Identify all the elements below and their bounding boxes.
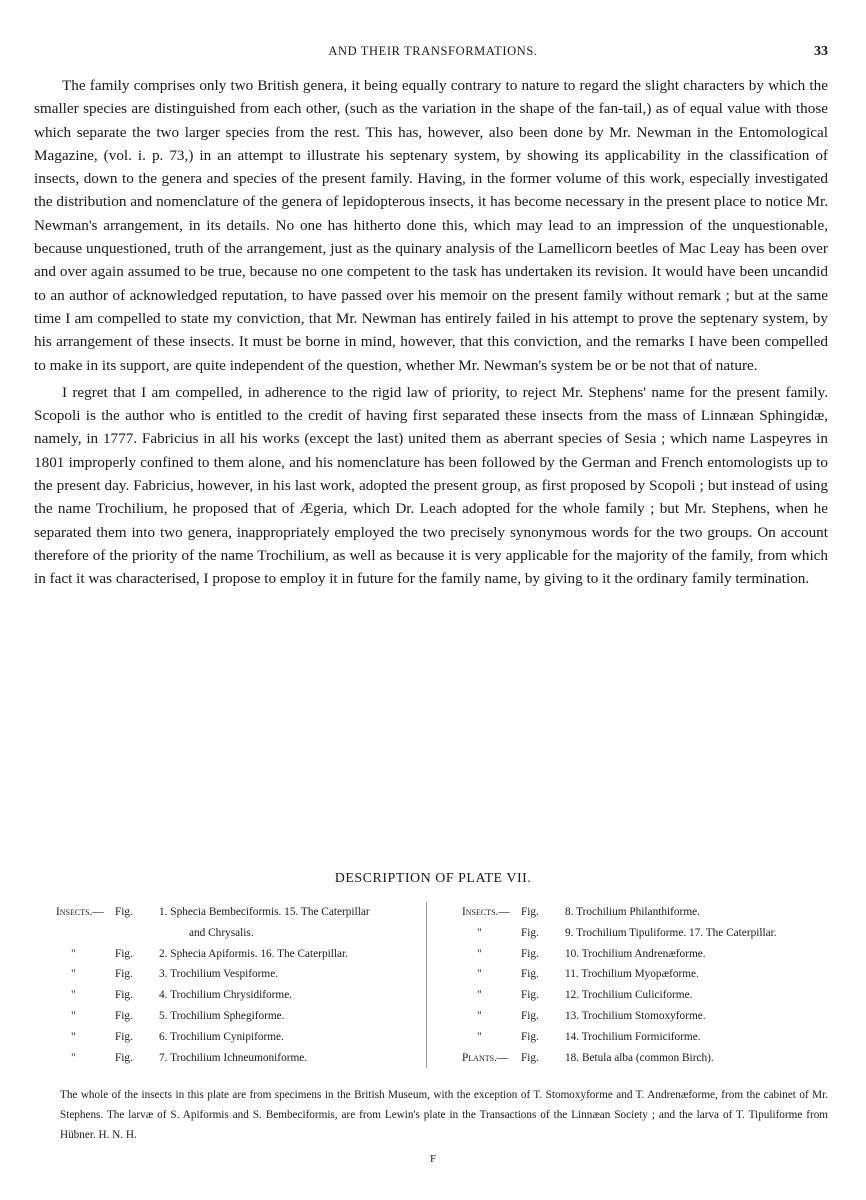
plate-entry — [56, 902, 426, 923]
entry-fig: Fig. — [521, 926, 539, 939]
entry-desc: 4. Trochilium Chrysidiforme. — [159, 989, 293, 1002]
running-head: AND THEIR TRANSFORMATIONS. — [328, 44, 538, 58]
entry-desc: 1. Sphecia Bembeciformis. 15. The Caterpillar — [159, 906, 370, 918]
entry-desc: 10. Trochilium Andrenæforme. — [565, 947, 706, 960]
plate-entry — [462, 1048, 838, 1069]
entry-label: " — [71, 947, 76, 960]
paragraph-1: The family comprises only two British genera, it being equally contrary to nature to regard the slight characters by which the smaller species are distinguished from each other, (such as the variation in the shape of the fan-tail,) as of equal value with those which separate the two larger species from the rest. This has, however, also been done by Mr. Newman in the Entomological Magazine, (vol. i. p. 73,) in an attempt to illustrate his septenary system, by showing its applicability in the classification of insects, down to the genera and species of the present family. Having, in the former volume of this work, especially investigated the distribution and nomenclature of the genera of lepidopterous insects, it has become necessary in the present place to notice Mr. Newman's arrangement, in its details. No one has hitherto done this, which may lead to an impression of the unquestionable, because unquestioned, truth of the arrangement, just as the quinary analysis of the Lamellicorn beetles of Mac Leay has been over and over again assumed to be true, because no one competent to the task has undertaken its revision. It would have been uncandid to an author of acknowledged reputation, to have passed over his memoir on the present family without remark ; but at the same time I am compelled to state my conviction, that Mr. Newman has entirely failed in his attempt to prove the septenary system, by his arrangement of these insects. It must be borne in mind, however, that this conviction, and the remarks I have been compelled to make in its support, are quite independent of the question, whether Mr. Newman's system be or be not that of nature. — [34, 77, 828, 374]
entry-label: " — [71, 1009, 76, 1022]
entry-label: " — [71, 968, 76, 981]
entry-label: " — [71, 1030, 76, 1043]
plate-entry — [462, 902, 838, 923]
entry-continuation: and Chrysalis. — [189, 926, 254, 939]
entry-label: Insects.— — [462, 906, 510, 918]
entry-fig: Fig. — [521, 1030, 539, 1043]
entry-desc: 14. Trochilium Formiciforme. — [565, 1030, 701, 1043]
plate-entry — [462, 1027, 838, 1048]
entry-fig: Fig. — [115, 1009, 133, 1022]
plate-entry — [462, 985, 838, 1006]
entry-fig: Fig. — [521, 1051, 539, 1064]
entry-label: " — [71, 1051, 76, 1064]
plate-entry — [462, 1006, 838, 1027]
plate-entry — [462, 944, 838, 965]
plate-list-left-column — [56, 902, 427, 1068]
entry-label: " — [71, 989, 76, 1002]
entry-fig: Fig. — [115, 947, 133, 960]
plate-entry — [56, 1048, 426, 1069]
plate-footnote: The whole of the insects in this plate are from specimens in the British Museum, with the exception of T. Stomoxyforme and T. Andrenæforme, from the cabinet of Mr. Stephens. The larvæ of S. Apiformis and S. Bembeciformis, are from Lewin's plate in the Transactions of the Linnæan Society ; and the larva of T. Tipuliforme from Hübner. H. N. H. — [60, 1089, 828, 1141]
entry-desc: 7. Trochilium Ichneumoniforme. — [159, 1051, 308, 1064]
entry-desc: 18. Betula alba (common Birch). — [565, 1051, 714, 1064]
page-number: 33 — [814, 44, 828, 59]
entry-label: " — [477, 968, 482, 981]
plate-entry — [462, 923, 838, 944]
entry-fig: Fig. — [115, 968, 133, 981]
plate-entry — [56, 1006, 426, 1027]
entry-fig: Fig. — [115, 906, 133, 918]
entry-label: " — [477, 1009, 482, 1022]
signature-mark: F — [429, 1153, 437, 1165]
entry-label: Plants.— — [462, 1051, 509, 1064]
entry-label: " — [477, 947, 482, 960]
plate-entry — [56, 964, 426, 985]
entry-label: " — [477, 989, 482, 1002]
body-text — [34, 74, 828, 595]
entry-desc: 2. Sphecia Apiformis. 16. The Caterpillar. — [159, 947, 348, 960]
entry-fig: Fig. — [521, 989, 539, 1002]
entry-desc: 12. Trochilium Culiciforme. — [565, 989, 693, 1002]
plate-entry — [56, 944, 426, 965]
plate-entry — [56, 1027, 426, 1048]
entry-label: " — [477, 926, 482, 939]
entry-label: " — [477, 1030, 482, 1043]
entry-fig: Fig. — [521, 906, 539, 918]
entry-label: Insects.— — [56, 906, 104, 918]
entry-desc: 3. Trochilium Vespiforme. — [159, 968, 279, 981]
plate-list-right-column — [462, 902, 838, 1068]
entry-fig: Fig. — [521, 968, 539, 981]
entry-fig: Fig. — [115, 989, 133, 1002]
entry-fig: Fig. — [521, 947, 539, 960]
entry-desc: 11. Trochilium Myopæforme. — [565, 968, 699, 981]
plate-entry — [462, 964, 838, 985]
entry-desc: 8. Trochilium Philanthiforme. — [565, 906, 700, 918]
entry-desc: 9. Trochilium Tipuliforme. 17. The Caterpillar. — [565, 926, 777, 939]
plate-title: DESCRIPTION OF PLATE VII. — [334, 871, 532, 886]
entry-fig: Fig. — [521, 1009, 539, 1022]
plate-entry — [56, 985, 426, 1006]
entry-fig: Fig. — [115, 1030, 133, 1043]
entry-fig: Fig. — [115, 1051, 133, 1064]
entry-desc: 13. Trochilium Stomoxyforme. — [565, 1009, 706, 1022]
paragraph-2: I regret that I am compelled, in adherence to the rigid law of priority, to reject Mr. Stephens' name for the present family. Scopoli is the author who is entitled to the credit of having first separated these insects from the mass of Linnæan Sphingidæ, namely, in 1777. Fabricius in all his works (except the last) united them as aberrant species of Sesia ; which name Laspeyres in 1801 improperly confined to them alone, and his nomenclature has been followed by the German and French entomologists up to the present day. Fabricius, however, in his last work, adopted the present group, as first proposed by Scopoli ; but instead of using the name Trochilium, he proposed that of Ægeria, which Dr. Leach adopted for the whole family ; but Mr. Stephens, when he separated them into two genera, inappropriately employed the two precisely synonymous words for the two groups. On account therefore of the priority of the name Trochilium, as well as because it is very applicable for the majority of the family, from which in fact it was characterised, I propose to employ it in future for the family name, by giving to it the ordinary family termination. — [34, 383, 828, 588]
entry-desc: 6. Trochilium Cynipiforme. — [159, 1030, 284, 1043]
entry-desc: 5. Trochilium Sphegiforme. — [159, 1009, 285, 1022]
